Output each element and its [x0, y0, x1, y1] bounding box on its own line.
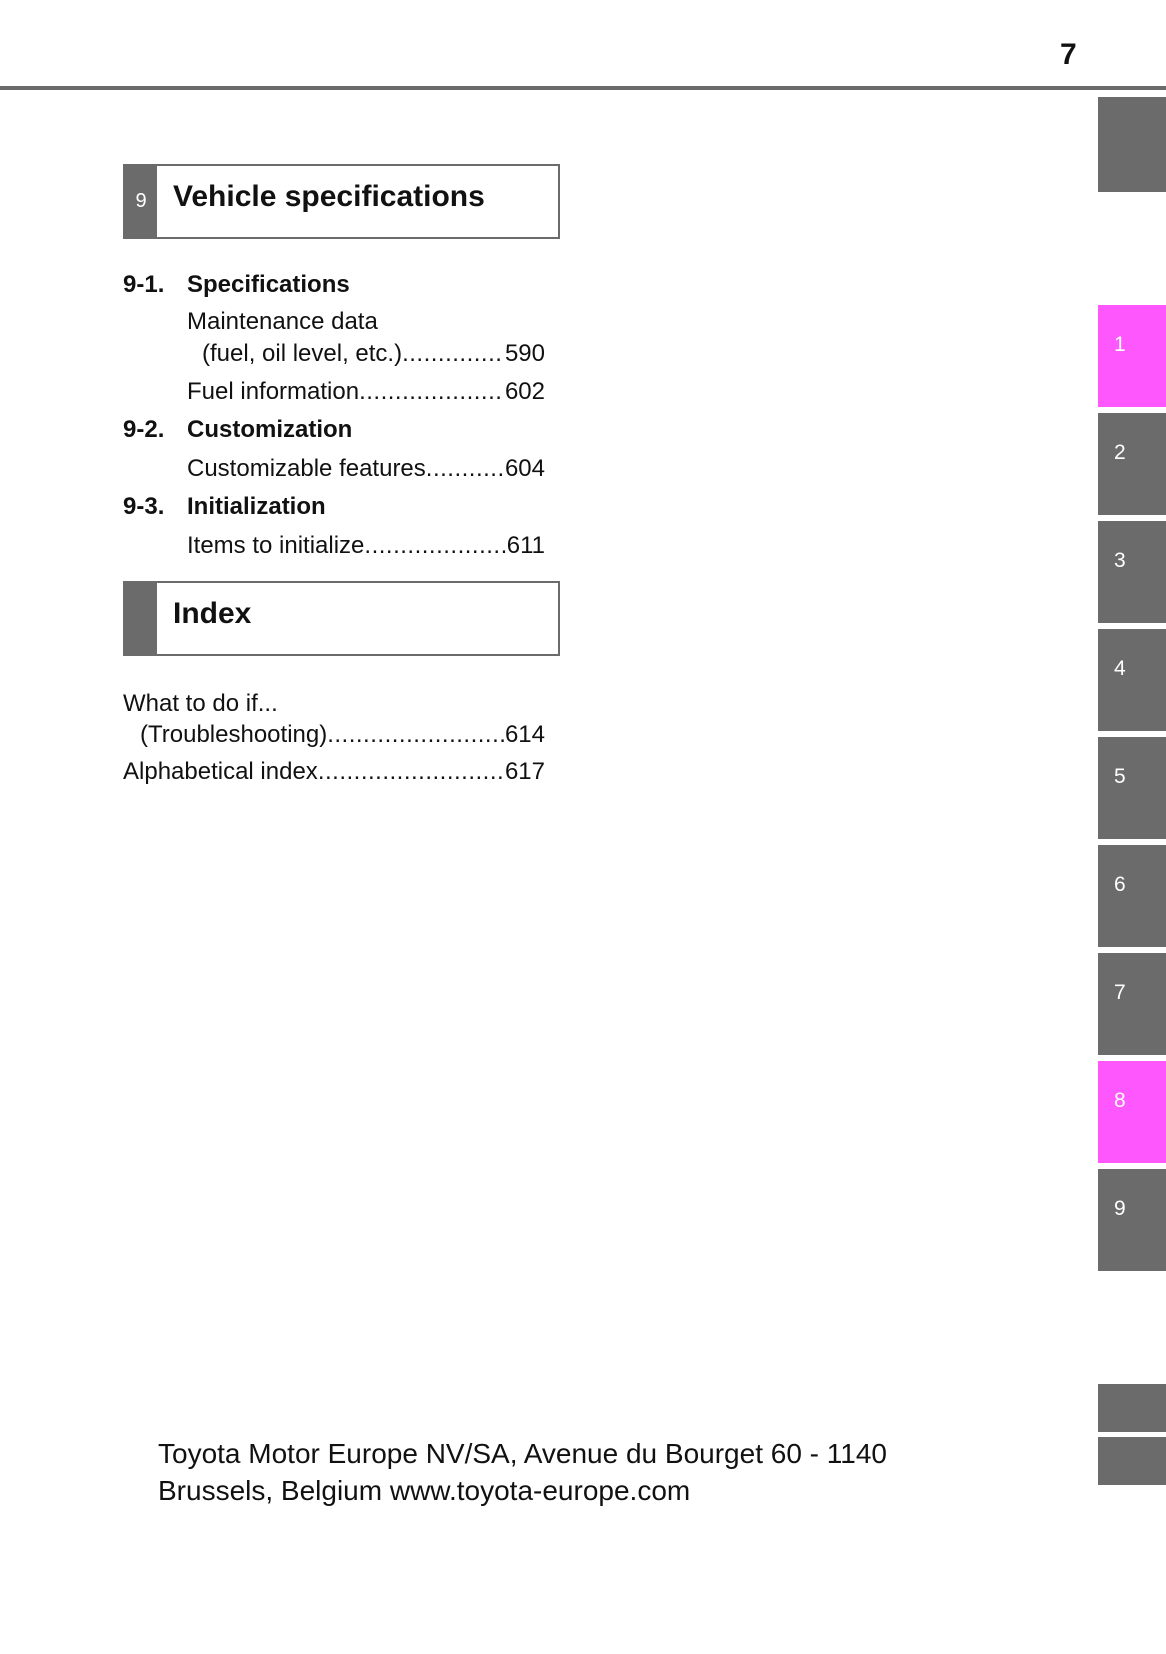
toc-entry-label: Maintenance data — [187, 308, 378, 335]
toc-page-number: 617 — [504, 758, 545, 785]
index-title: Index — [173, 597, 252, 630]
leader-dots — [327, 720, 504, 750]
toc-entry-label: What to do if... — [123, 690, 278, 717]
leader-dots — [359, 377, 504, 407]
toc-page-number: 611 — [506, 532, 545, 559]
side-tab-2[interactable]: 2 — [1098, 413, 1166, 515]
toc-entry-label: Items to initialize — [187, 532, 365, 559]
toc-entry-label: Customizable features — [187, 455, 426, 482]
subsection-9-3[interactable] — [123, 493, 326, 521]
side-tab-4[interactable]: 4 — [1098, 629, 1166, 731]
toc-entry-customizable-features[interactable] — [187, 454, 545, 484]
side-tab-9[interactable]: 9 — [1098, 1169, 1166, 1271]
toc-entry-maintenance-data[interactable] — [202, 339, 545, 369]
subsection-9-1[interactable] — [123, 271, 350, 299]
side-tab-6[interactable]: 6 — [1098, 845, 1166, 947]
publisher-address — [158, 1435, 887, 1509]
toc-entry-fuel-information[interactable] — [187, 377, 545, 407]
leader-dots — [318, 757, 504, 787]
address-line-1: Toyota Motor Europe NV/SA, Avenue du Bourget 60 - 1140 — [158, 1438, 887, 1469]
toc-page-number: 604 — [504, 455, 545, 482]
side-tab-5[interactable]: 5 — [1098, 737, 1166, 839]
toc-entry-label: (Troubleshooting) — [140, 721, 328, 748]
index-header — [123, 581, 560, 656]
subsection-number: 9-1. — [123, 271, 165, 298]
section-number-strip: 9 — [125, 166, 157, 237]
side-tab-8[interactable]: 8 — [1098, 1061, 1166, 1163]
subsection-title: Initialization — [187, 493, 326, 520]
side-tab-1[interactable]: 1 — [1098, 305, 1166, 407]
subsection-number: 9-2. — [123, 416, 165, 443]
address-line-2: Brussels, Belgium www.toyota-europe.com — [158, 1475, 691, 1506]
toc-entry-troubleshooting[interactable] — [140, 720, 545, 750]
toc-entry-label: (fuel, oil level, etc.) — [202, 340, 403, 367]
leader-dots — [364, 531, 505, 561]
subsection-title: Customization — [187, 416, 353, 443]
subsection-title: Specifications — [187, 271, 350, 298]
toc-entry-alphabetical-index[interactable] — [123, 757, 545, 787]
leader-dots — [402, 339, 504, 369]
toc-entry-label: Alphabetical index — [123, 758, 318, 785]
side-tab-7[interactable]: 7 — [1098, 953, 1166, 1055]
toc-page-number: 602 — [504, 378, 545, 405]
side-tab-blank-b — [1098, 1437, 1166, 1485]
side-tab-blank-top — [1098, 97, 1166, 192]
subsection-9-2[interactable] — [123, 416, 352, 444]
toc-entry-items-to-initialize[interactable] — [187, 531, 545, 561]
side-tab-3[interactable]: 3 — [1098, 521, 1166, 623]
page-number: 7 — [1060, 38, 1077, 71]
toc-page-number: 590 — [504, 340, 545, 367]
side-tab-blank-a — [1098, 1384, 1166, 1432]
subsection-number: 9-3. — [123, 493, 165, 520]
leader-dots — [426, 454, 504, 484]
toc-entry-label: Fuel information — [187, 378, 360, 405]
header-rule — [0, 86, 1166, 90]
index-strip — [125, 583, 157, 654]
section-title: Vehicle specifications — [173, 180, 485, 213]
toc-page-number: 614 — [504, 721, 545, 748]
section-9-header — [123, 164, 560, 239]
